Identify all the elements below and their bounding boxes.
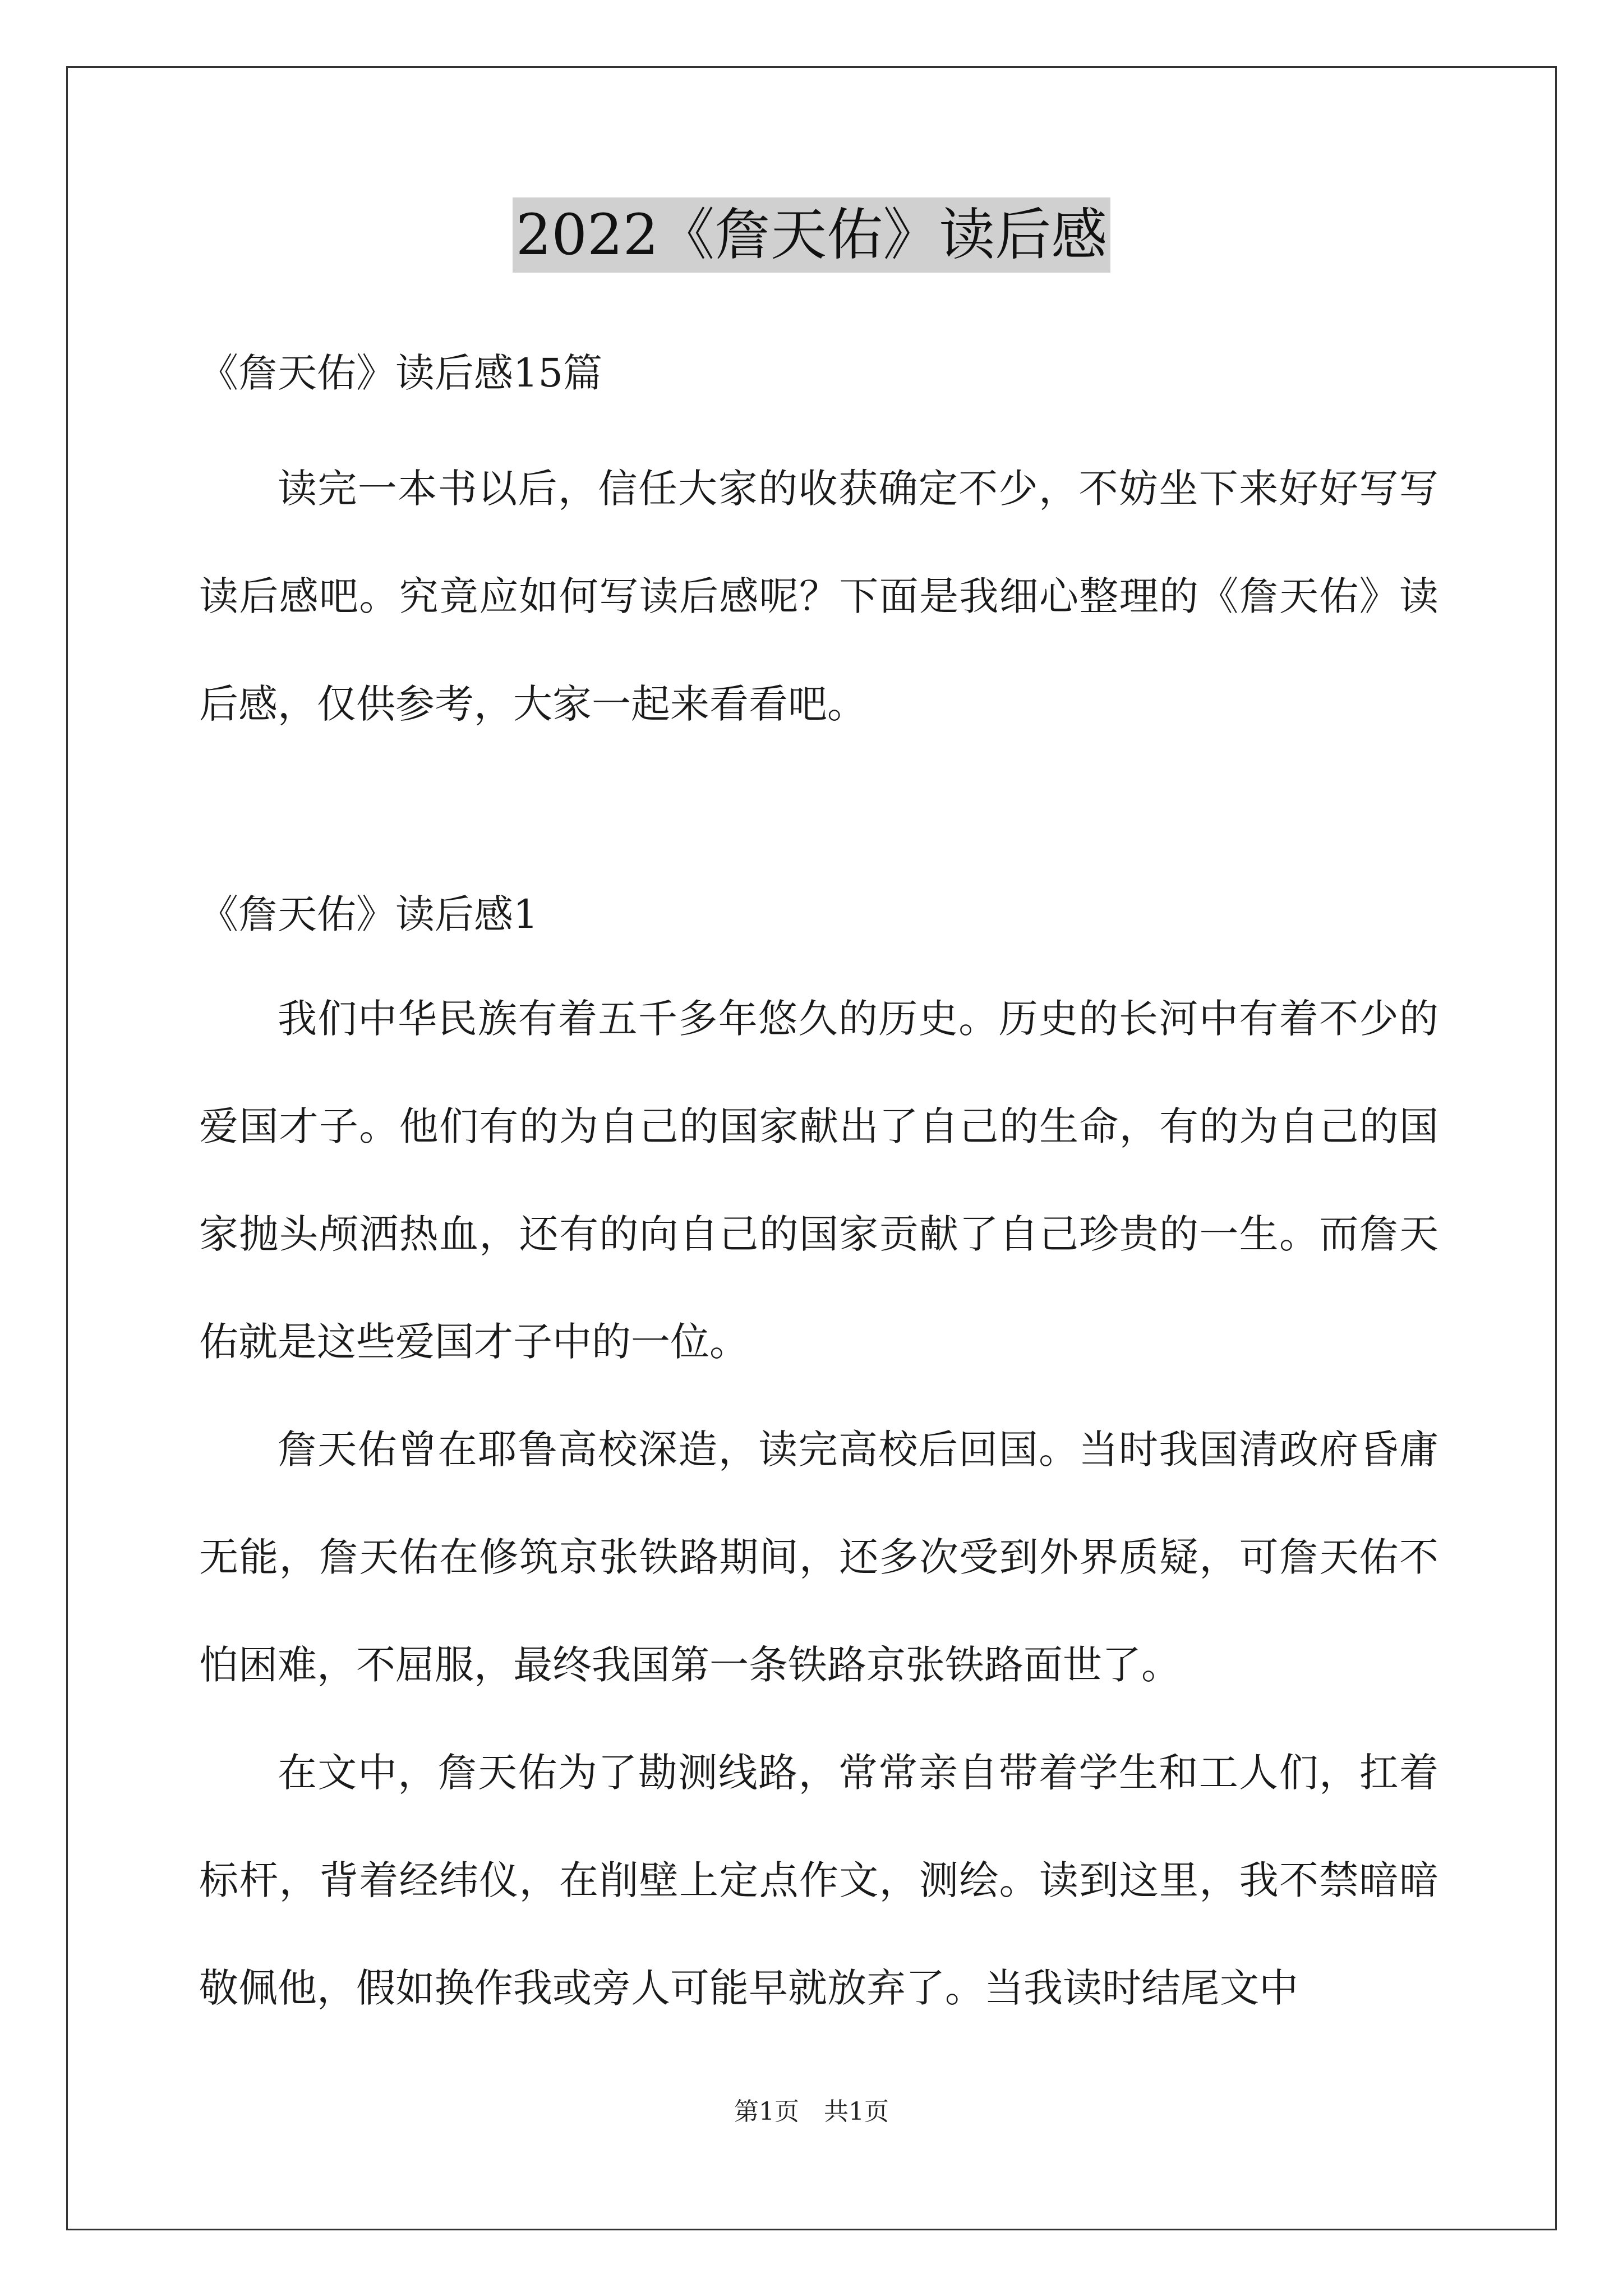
intro-paragraph: 读完一本书以后，信任大家的收获确定不少，不妨坐下来好好写写读后感吧。究竟应如何写读后感呢？下面是我细心整理的《詹天佑》读后感，仅供参考，大家一起来看看吧。 bbox=[199, 466, 1438, 727]
title-container bbox=[0, 197, 1623, 273]
body-paragraph-3: 在文中，詹天佑为了勘测线路，常常亲自带着学生和工人们，扛着标杆，背着经纬仪，在削壁上定点作文，测绘。读到这里，我不禁暗暗敬佩他，假如换作我或旁人可能早就放弃了。当我读时结尾文中 bbox=[199, 1750, 1438, 2011]
page-number-footer: 第1页 共1页 bbox=[734, 2097, 889, 2126]
body-paragraph-2: 詹天佑曾在耶鲁高校深造，读完高校后回国。当时我国清政府昏庸无能，詹天佑在修筑京张铁路期间，还多次受到外界质疑，可詹天佑不怕困难，不屈服，最终我国第一条铁路京张铁路面世了。 bbox=[199, 1427, 1438, 1688]
section-heading: 《詹天佑》读后感1 bbox=[199, 891, 538, 937]
subtitle: 《詹天佑》读后感15篇 bbox=[199, 350, 603, 396]
document-title: 2022《詹天佑》读后感 bbox=[513, 197, 1111, 273]
body-paragraph-1: 我们中华民族有着五千多年悠久的历史。历史的长河中有着不少的爱国才子。他们有的为自己的国家献出了自己的生命，有的为自己的国家抛头颅洒热血，还有的向自己的国家贡献了自己珍贵的一生。而詹天佑就是这些爱国才子中的一位。 bbox=[199, 996, 1438, 1365]
